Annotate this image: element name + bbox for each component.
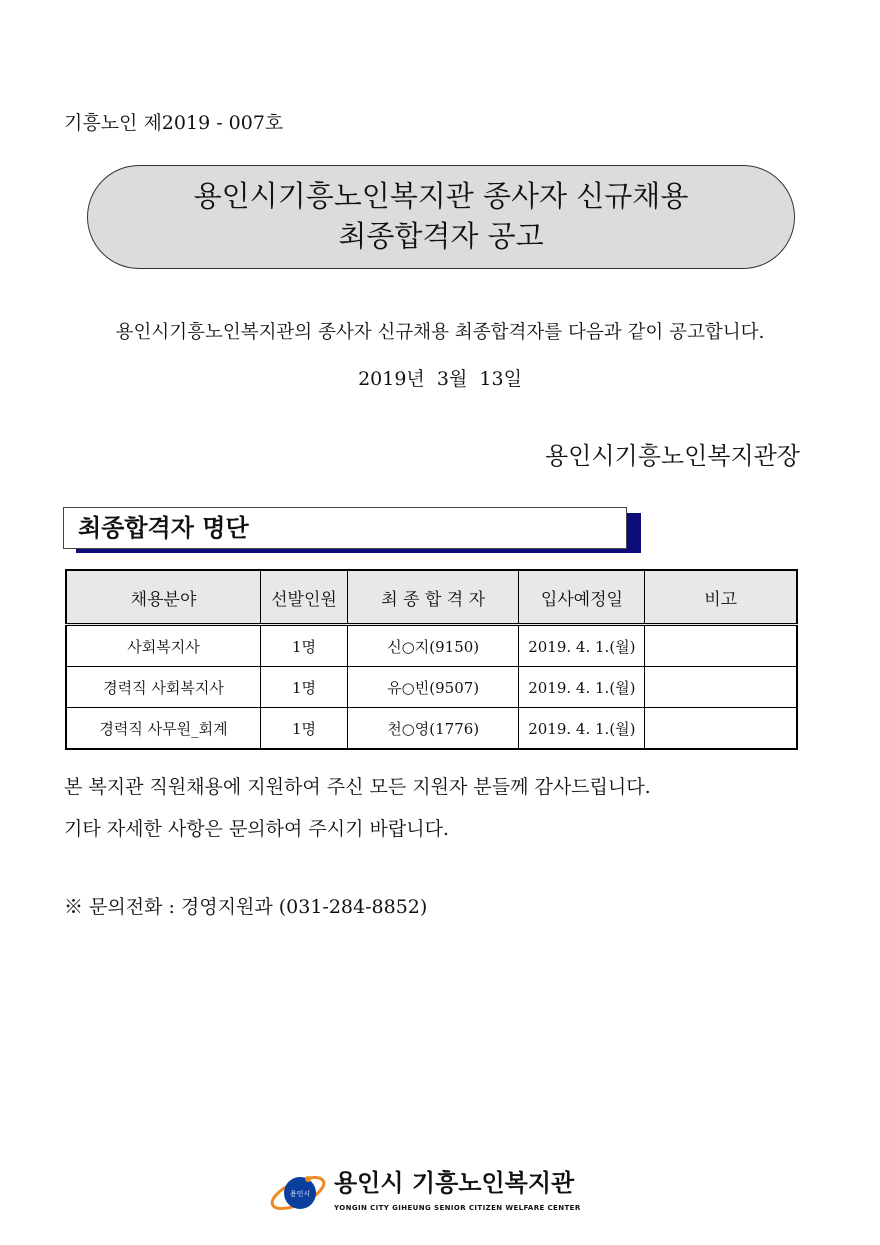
closing-line-2: 기타 자세한 사항은 문의하여 주시기 바랍니다.: [64, 818, 449, 840]
cell-finalist: 유○빈(9507): [347, 667, 519, 708]
table-row: [66, 625, 797, 667]
cell-count: 1명: [261, 625, 348, 667]
cell-note: [645, 708, 797, 750]
title-line-1: 용인시기흥노인복지관 종사자 신규채용: [193, 179, 689, 213]
logo-name: 용인시 기흥노인복지관: [334, 1169, 575, 1197]
document-number: 기흥노인 제2019 - 007호: [64, 112, 284, 134]
table-row: [66, 708, 797, 750]
closing-line-1: 본 복지관 직원채용에 지원하여 주신 모든 지원자 분들께 감사드립니다.: [64, 776, 651, 798]
intro-text: 용인시기흥노인복지관의 종사자 신규채용 최종합격자를 다음과 같이 공고합니다.: [115, 322, 765, 343]
cell-start-date: 2019. 4. 1.(월): [519, 625, 645, 667]
cell-field: 경력직 사회복지사: [66, 667, 261, 708]
title-box: [87, 165, 795, 269]
header-note: 비고: [645, 570, 797, 625]
cell-start-date: 2019. 4. 1.(월): [519, 708, 645, 750]
section-title: 최종합격자 명단: [78, 514, 249, 542]
cell-field: 사회복지사: [66, 625, 261, 667]
signer: 용인시기흥노인복지관장: [544, 442, 800, 470]
header-start-date: 입사예정일: [519, 570, 645, 625]
cell-finalist: 천○영(1776): [347, 708, 519, 750]
cell-finalist: 신○지(9150): [347, 625, 519, 667]
title-line-2: 최종합격자 공고: [338, 219, 544, 253]
table-header-row: [66, 570, 797, 625]
table-row: [66, 667, 797, 708]
logo-subtitle: YONGIN CITY GIHEUNG SENIOR CITIZEN WELFARE CENTER: [334, 1204, 581, 1212]
emblem-icon: [268, 1168, 330, 1218]
announcement-date: 2019년 3월 13일: [358, 368, 522, 390]
header-finalist: 최 종 합 격 자: [347, 570, 519, 625]
organization-logo: [268, 1168, 628, 1222]
header-count: 선발인원: [261, 570, 348, 625]
cell-note: [645, 667, 797, 708]
cell-start-date: 2019. 4. 1.(월): [519, 667, 645, 708]
svg-text:용인시: 용인시: [289, 1190, 311, 1198]
section-title-box: [63, 507, 627, 549]
contact-info: ※ 문의전화 : 경영지원과 (031-284-8852): [64, 896, 428, 918]
cell-field: 경력직 사무원_회계: [66, 708, 261, 750]
header-field: 채용분야: [66, 570, 261, 625]
finalists-table: [65, 569, 798, 750]
cell-note: [645, 625, 797, 667]
cell-count: 1명: [261, 667, 348, 708]
cell-count: 1명: [261, 708, 348, 750]
